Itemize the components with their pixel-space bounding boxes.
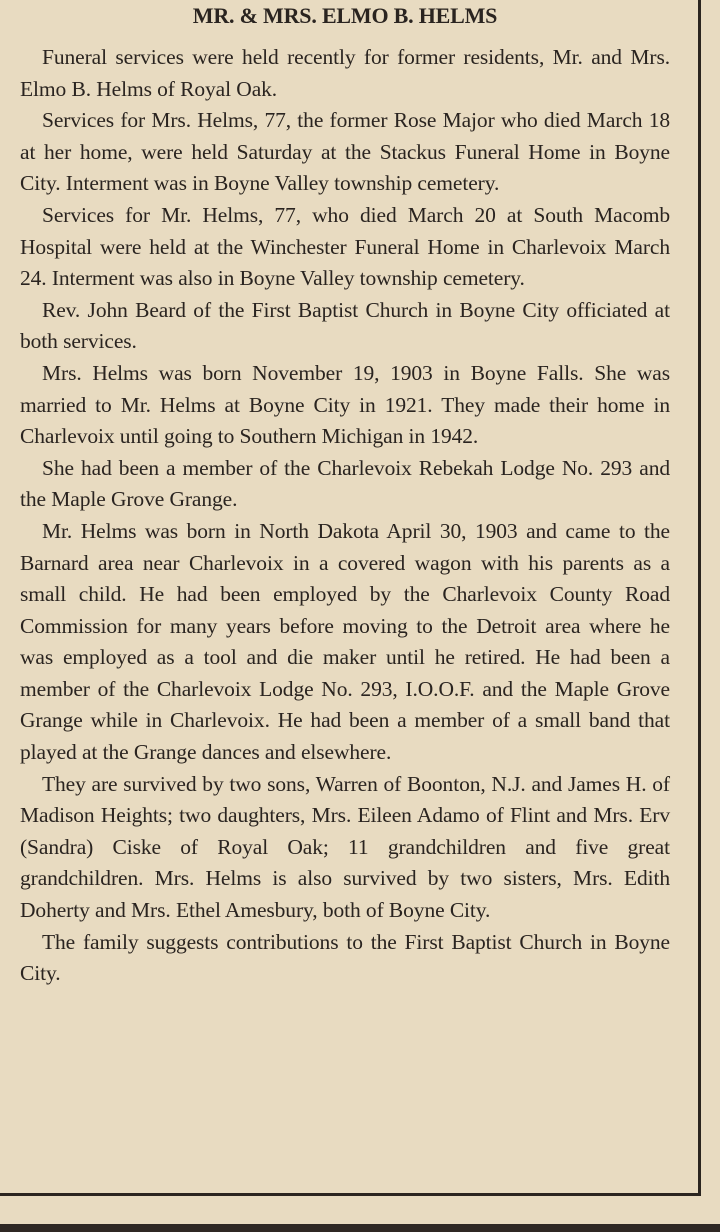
next-article-rule	[0, 1224, 720, 1232]
obituary-article	[20, 2, 670, 990]
paragraph-mrs-helms-memberships: She had been a member of the Charlevoix Rebekah Lodge No. 293 and the Maple Grove Grange.	[20, 455, 670, 512]
paragraph-mr-helms-services: Services for Mr. Helms, 77, who died March 20 at South Macomb Hospital were held at the Winchester Funeral Home in Charlevoix March 24. Interment was also in Boyne Valley township cemetery.	[20, 202, 670, 291]
column-rule-right	[698, 0, 701, 1196]
paragraph-funeral-services: Funeral services were held recently for former residents, Mr. and Mrs. Elmo B. Helms of Royal Oak.	[20, 45, 670, 101]
paragraph-mrs-helms-bio: Mrs. Helms was born November 19, 1903 in Boyne Falls. She was married to Mr. Helms at Boyne City in 1921. They made their home in Charlevoix until going to Southern Michigan in 1942.	[20, 360, 670, 449]
headline: MR. & MRS. ELMO B. HELMS	[192, 3, 498, 28]
paragraph-survivors: They are survived by two sons, Warren of Boonton, N.J. and James H. of Madison Heights; two daughters, Mrs. Eileen Adamo of Flint and Mrs. Erv (Sandra) Ciske of Royal Oak; 11 grandchildren and five great grandchildren. Mrs. Helms is also survived by two sisters, Mrs. Edith Doherty and Mrs. Ethel Amesbury, both of Boyne City.	[20, 771, 670, 923]
paragraph-mrs-helms-services: Services for Mrs. Helms, 77, the former Rose Major who died March 18 at her home, were held Saturday at the Stackus Funeral Home in Boyne City. Interment was in Boyne Valley township cemetery.	[20, 108, 670, 196]
column-rule-bottom	[0, 1193, 701, 1196]
paragraph-contributions: The family suggests contributions to the First Baptist Church in Boyne City.	[20, 929, 670, 986]
paragraph-mr-helms-bio: Mr. Helms was born in North Dakota April 30, 1903 and came to the Barnard area near Charlevoix in a covered wagon with his parents as a small child. He had been employed by the Charlevoix County Road Commission for many years before moving to the Detroit area where he was employed as a tool and die maker until he retired. He had been a member of the Charlevoix Lodge No. 293, I.O.O.F. and the Maple Grove Grange while in Charlevoix. He had been a member of a small band that played at the Grange dances and elsewhere.	[20, 518, 670, 765]
paragraph-officiant: Rev. John Beard of the First Baptist Church in Boyne City officiated at both services.	[20, 297, 670, 354]
